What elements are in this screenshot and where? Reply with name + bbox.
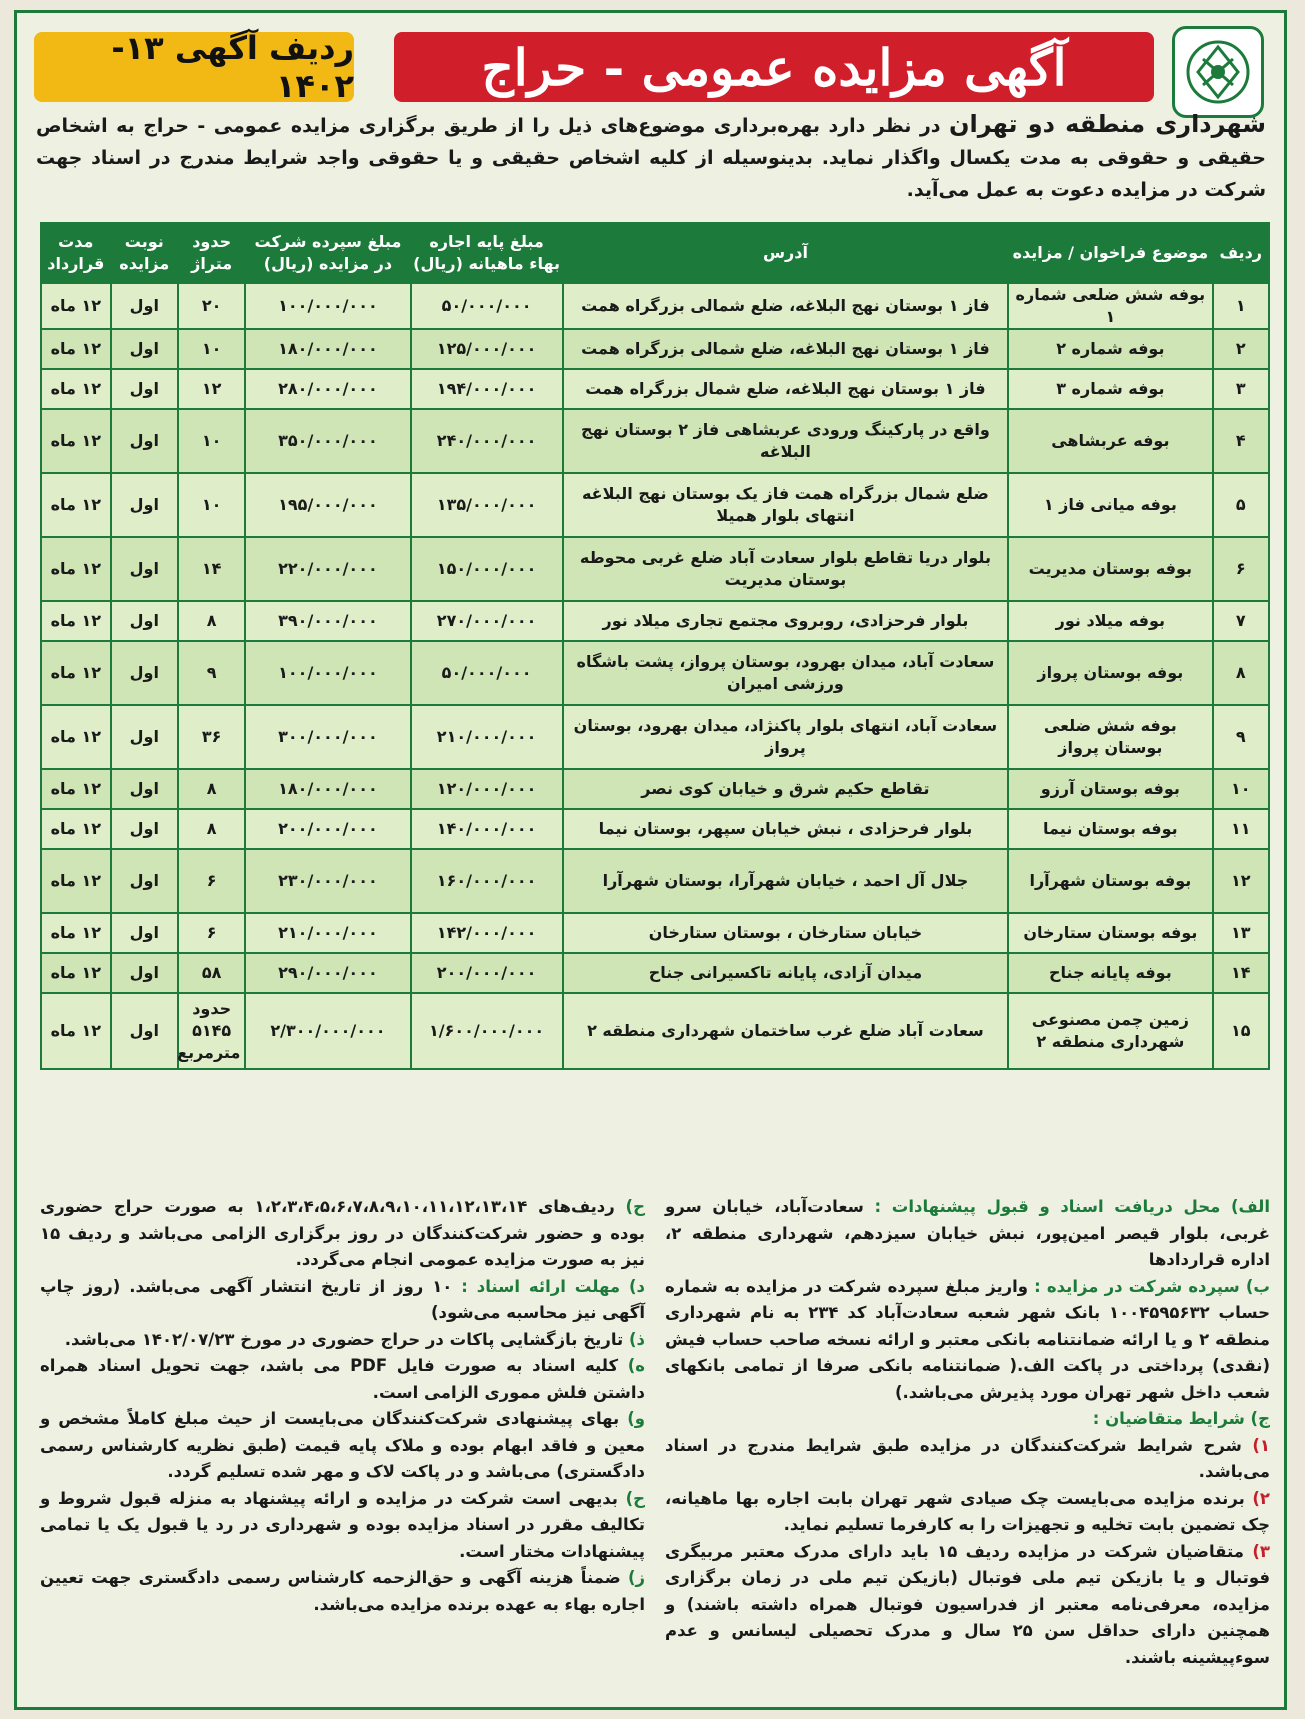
row-duration: ۱۲ ماه: [41, 705, 111, 769]
row-address: میدان آزادی، پایانه تاکسیرانی جناح: [563, 953, 1009, 993]
row-number: ۱۰: [1213, 769, 1270, 809]
row-address: واقع در پارکینگ ورودی عربشاهی فاز ۲ بوستان نهج البلاغه: [563, 409, 1009, 473]
row-deposit: ۲۳۰/۰۰۰/۰۰۰: [245, 849, 410, 913]
row-deposit: ۱۰۰/۰۰۰/۰۰۰: [245, 641, 410, 705]
header-row-number: ردیف: [1213, 223, 1270, 283]
row-area: ۸: [178, 769, 245, 809]
row-rent: ۱۵۰/۰۰۰/۰۰۰: [411, 537, 563, 601]
row-turn: اول: [111, 283, 178, 329]
clause-e-text: کلیه اسناد به صورت فایل PDF می باشد، جهت تحویل اسناد همراه داشتن فلش مموری الزامی است.: [40, 1356, 645, 1402]
row-area: ۶: [178, 913, 245, 953]
row-turn: اول: [111, 369, 178, 409]
row-rent: ۲۰۰/۰۰۰/۰۰۰: [411, 953, 563, 993]
row-address: خیابان ستارخان ، بوستان ستارخان: [563, 913, 1009, 953]
row-rent: ۵۰/۰۰۰/۰۰۰: [411, 283, 563, 329]
row-deposit: ۲۲۰/۰۰۰/۰۰۰: [245, 537, 410, 601]
tehran-municipality-logo-icon: [1172, 26, 1264, 118]
clause-h-text: ردیف‌های ۱،۲،۳،۴،۵،۶،۷،۸،۹،۱۰،۱۱،۱۲،۱۳،۱۴ به صورت حراج حضوری بوده و حضور شرکت‌کنندگان در روز برگزاری الزامی می‌باشد و ردیف ۱۵ نیز به صورت مزایده عمومی انجام می‌گردد.: [40, 1197, 645, 1269]
row-rent: ۱۳۵/۰۰۰/۰۰۰: [411, 473, 563, 537]
row-area: ۲۰: [178, 283, 245, 329]
row-area: ۵۸: [178, 953, 245, 993]
clause-h: [40, 1194, 645, 1274]
header-turn: نوبت مزایده: [111, 223, 178, 283]
intro-paragraph: [36, 108, 1266, 206]
row-number: ۱۴: [1213, 953, 1270, 993]
row-subject: بوفه بوستان ستارخان: [1008, 913, 1212, 953]
clause-c1-number: ۱): [1252, 1435, 1270, 1455]
row-area: حدود ۵۱۴۵ مترمربع: [178, 993, 245, 1069]
row-deposit: ۳۹۰/۰۰۰/۰۰۰: [245, 601, 410, 641]
row-subject: بوفه بوستان نیما: [1008, 809, 1212, 849]
clause-v-heading: و): [627, 1409, 646, 1428]
row-area: ۹: [178, 641, 245, 705]
row-duration: ۱۲ ماه: [41, 369, 111, 409]
table-row: [41, 641, 1269, 705]
row-turn: اول: [111, 769, 178, 809]
row-area: ۳۶: [178, 705, 245, 769]
row-subject: بوفه میلاد نور: [1008, 601, 1212, 641]
row-duration: ۱۲ ماه: [41, 849, 111, 913]
row-area: ۱۰: [178, 409, 245, 473]
row-rent: ۱۲۰/۰۰۰/۰۰۰: [411, 769, 563, 809]
clause-hh: [40, 1486, 645, 1566]
row-rent: ۱۹۴/۰۰۰/۰۰۰: [411, 369, 563, 409]
clause-c3-number: ۳): [1252, 1541, 1270, 1561]
header-subject: موضوع فراخوان / مزایده: [1008, 223, 1212, 283]
row-number: ۳: [1213, 369, 1270, 409]
row-subject: بوفه میانی فاز ۱: [1008, 473, 1212, 537]
table-row: [41, 993, 1269, 1069]
clause-c-item: [665, 1539, 1270, 1672]
row-duration: ۱۲ ماه: [41, 769, 111, 809]
clause-e-heading: ه): [627, 1356, 645, 1375]
row-deposit: ۱۰۰/۰۰۰/۰۰۰: [245, 283, 410, 329]
row-rent: ۱/۶۰۰/۰۰۰/۰۰۰: [411, 993, 563, 1069]
row-turn: اول: [111, 537, 178, 601]
clause-h-heading: ح): [625, 1197, 645, 1216]
row-rent: ۵۰/۰۰۰/۰۰۰: [411, 641, 563, 705]
clause-b-heading: ب) سپرده شرکت در مزایده :: [1034, 1276, 1270, 1296]
row-number: ۹: [1213, 705, 1270, 769]
clause-v-text: بهای پیشنهادی شرکت‌کنندگان می‌بایست از حیث مبلغ کاملاً مشخص و معین و فاقد ابهام بوده و ملاک پایه قیمت (طبق نظریه کارشناس رسمی دادگستری) می‌باشد و در پاکت لاک و مهر شده تسلیم گردد.: [40, 1409, 645, 1481]
table-row: [41, 849, 1269, 913]
row-deposit: ۱۸۰/۰۰۰/۰۰۰: [245, 769, 410, 809]
row-address: فاز ۱ بوستان نهج البلاغه، ضلع شمالی بزرگراه همت: [563, 283, 1009, 329]
row-number: ۱۵: [1213, 993, 1270, 1069]
row-deposit: ۲۰۰/۰۰۰/۰۰۰: [245, 809, 410, 849]
clause-b: [665, 1274, 1270, 1407]
table-row: [41, 705, 1269, 769]
row-subject: زمین چمن مصنوعی شهرداری منطقه ۲: [1008, 993, 1212, 1069]
row-turn: اول: [111, 913, 178, 953]
header: [34, 26, 1264, 108]
row-number: ۴: [1213, 409, 1270, 473]
clause-c2-text: برنده مزایده می‌بایست چک صیادی شهر تهران بابت اجاره بها ماهیانه، چک تضمین بابت تخلیه و تجهیزات را به کارفرما تسلیم نماید.: [665, 1488, 1270, 1534]
clause-c1-text: شرح شرایط شرکت‌کنندگان در مزایده طبق شرایط مندرج در اسناد می‌باشد.: [665, 1435, 1270, 1481]
row-rent: ۱۴۲/۰۰۰/۰۰۰: [411, 913, 563, 953]
row-duration: ۱۲ ماه: [41, 953, 111, 993]
row-number: ۲: [1213, 329, 1270, 369]
row-turn: اول: [111, 473, 178, 537]
row-rent: ۲۴۰/۰۰۰/۰۰۰: [411, 409, 563, 473]
clause-b-text: واریز مبلغ سپرده شرکت در مزایده به شماره حساب ۱۰۰۴۵۹۵۶۳۲ بانک شهر شعبه سعادت‌آباد کد ۲۳۴ به نام شهرداری منطقه ۲ و یا ارائه ضمانتنامه بانکی معتبر و ارائه نسخه صاحب حساب فیش (نقدی) پرداختی در پاکت الف.( ضمانتنامه بانکی صرفا از تمامی بانکهای شعب داخل شهر تهران مورد پذیرش می‌باشد.): [665, 1276, 1270, 1402]
row-subject: بوفه پایانه جناح: [1008, 953, 1212, 993]
row-address: تقاطع حکیم شرق و خیابان کوی نصر: [563, 769, 1009, 809]
row-address: بلوار فرحزادی ، نبش خیابان سپهر، بوستان نیما: [563, 809, 1009, 849]
row-subject: بوفه عربشاهی: [1008, 409, 1212, 473]
row-rent: ۱۴۰/۰۰۰/۰۰۰: [411, 809, 563, 849]
row-duration: ۱۲ ماه: [41, 993, 111, 1069]
row-number: ۸: [1213, 641, 1270, 705]
header-duration: مدت قرارداد: [41, 223, 111, 283]
row-deposit: ۳۰۰/۰۰۰/۰۰۰: [245, 705, 410, 769]
row-turn: اول: [111, 953, 178, 993]
clause-hh-heading: ح): [625, 1488, 646, 1508]
row-duration: ۱۲ ماه: [41, 283, 111, 329]
intro-text: در نظر دارد بهره‌برداری موضوع‌های ذیل را از طریق برگزاری مزایده عمومی - حراج به اشخاص حقیقی و حقوقی به مدت یکسال واگذار نماید. بدینوسیله از کلیه اشخاص حقیقی و یا حقوقی واجد شرایط مندرج در اسناد جهت شرکت در مزایده دعوت به عمل می‌آید.: [36, 115, 1266, 201]
row-turn: اول: [111, 809, 178, 849]
header-deposit: مبلغ سپرده شرکت در مزایده (ریال): [245, 223, 410, 283]
row-area: ۸: [178, 601, 245, 641]
clause-z: [40, 1565, 645, 1618]
row-deposit: ۲۹۰/۰۰۰/۰۰۰: [245, 953, 410, 993]
row-turn: اول: [111, 409, 178, 473]
row-address: بلوار فرحزادی، روبروی مجتمع تجاری میلاد نور: [563, 601, 1009, 641]
table-row: [41, 809, 1269, 849]
row-turn: اول: [111, 329, 178, 369]
clause-c2-number: ۲): [1252, 1488, 1270, 1508]
table-row: [41, 283, 1269, 329]
clause-e: [40, 1353, 645, 1406]
row-area: ۱۰: [178, 329, 245, 369]
row-turn: اول: [111, 705, 178, 769]
conditions-left-column: [40, 1194, 645, 1618]
row-subject: بوفه بوستان شهرآرا: [1008, 849, 1212, 913]
header-rent: مبلغ پایه اجاره بهاء ماهیانه (ریال): [411, 223, 563, 283]
clause-z-text: ضمناً هزینه آگهی و حق‌الزحمه کارشناس رسمی دادگستری جهت تعیین اجاره بهاء به عهده برنده مزایده می‌باشد.: [40, 1568, 645, 1614]
row-rent: ۱۶۰/۰۰۰/۰۰۰: [411, 849, 563, 913]
table-row: [41, 473, 1269, 537]
clause-dd: [40, 1327, 645, 1354]
row-address: فاز ۱ بوستان نهج البلاغه، ضلع شمالی بزرگراه همت: [563, 329, 1009, 369]
clause-v: [40, 1406, 645, 1486]
notice-reference: ردیف آگهی ۱۳- ۱۴۰۲: [34, 32, 354, 102]
row-subject: بوفه بوستان مدیریت: [1008, 537, 1212, 601]
table-row: [41, 409, 1269, 473]
conditions-right-column: [665, 1194, 1270, 1671]
clause-a-text: سعادت‌آباد، خیابان سرو غربی، بلوار قیصر امین‌پور، نبش خیابان سیزدهم، شهرداری منطقه ۲، اداره قراردادها: [665, 1197, 1270, 1269]
row-deposit: ۲۱۰/۰۰۰/۰۰۰: [245, 913, 410, 953]
row-duration: ۱۲ ماه: [41, 409, 111, 473]
table-row: [41, 537, 1269, 601]
row-duration: ۱۲ ماه: [41, 537, 111, 601]
row-subject: بوفه شش ضلعی شماره ۱: [1008, 283, 1212, 329]
clause-c-heading: ج) شرایط متقاضیان :: [1092, 1409, 1270, 1428]
row-subject: بوفه بوستان آرزو: [1008, 769, 1212, 809]
row-subject: بوفه شماره ۳: [1008, 369, 1212, 409]
clause-dd-heading: ذ): [628, 1329, 645, 1349]
row-duration: ۱۲ ماه: [41, 601, 111, 641]
row-subject: بوفه شماره ۲: [1008, 329, 1212, 369]
row-area: ۱۴: [178, 537, 245, 601]
table-row: [41, 369, 1269, 409]
header-area: حدود متراژ: [178, 223, 245, 283]
row-duration: ۱۲ ماه: [41, 641, 111, 705]
row-address: سعادت آباد ضلع غرب ساختمان شهرداری منطقه ۲: [563, 993, 1009, 1069]
table-row: [41, 769, 1269, 809]
clause-dd-text: تاریخ بازگشایی پاکات در حراج حضوری در مورخ ۱۴۰۲/۰۷/۲۳ می‌باشد.: [64, 1329, 624, 1349]
row-number: ۵: [1213, 473, 1270, 537]
row-number: ۱۲: [1213, 849, 1270, 913]
row-address: فاز ۱ بوستان نهج البلاغه، ضلع شمال بزرگراه همت: [563, 369, 1009, 409]
notice-title: آگهی مزایده عمومی - حراج: [394, 32, 1154, 102]
row-rent: ۲۷۰/۰۰۰/۰۰۰: [411, 601, 563, 641]
table-header-row: [41, 223, 1269, 283]
clause-c3-text: متقاضیان شرکت در مزایده ردیف ۱۵ باید دارای مدرک معتبر مربیگری فوتبال و یا بازیکن تیم ملی فوتبال (بازیکن تیم ملی در زمان برگزاری مزایده، معرفی‌نامه معتبر از فدراسیون فوتبال همراه داشته باشند) و همچنین دارای حداقل سن ۲۵ سال و مدرک تحصیلی لیسانس و عدم سوءپیشینه باشند.: [665, 1541, 1270, 1667]
clause-c: [665, 1406, 1270, 1433]
row-deposit: ۲/۳۰۰/۰۰۰/۰۰۰: [245, 993, 410, 1069]
clause-hh-text: بدیهی است شرکت در مزایده و ارائه پیشنهاد به منزله قبول شروط و تکالیف مقرر در اسناد مزایده بوده و شهرداری در رد یا قبول یک یا تمامی پیشنهادات مختار است.: [40, 1488, 645, 1561]
row-address: بلوار دریا تقاطع بلوار سعادت آباد ضلع غربی محوطه بوستان مدیریت: [563, 537, 1009, 601]
row-turn: اول: [111, 849, 178, 913]
row-turn: اول: [111, 993, 178, 1069]
row-number: ۷: [1213, 601, 1270, 641]
intro-lead: شهرداری منطقه دو تهران: [949, 110, 1267, 138]
row-turn: اول: [111, 641, 178, 705]
row-deposit: ۱۹۵/۰۰۰/۰۰۰: [245, 473, 410, 537]
row-deposit: ۳۵۰/۰۰۰/۰۰۰: [245, 409, 410, 473]
auction-table: [40, 222, 1270, 1070]
row-subject: بوفه بوستان پرواز: [1008, 641, 1212, 705]
clause-d: [40, 1274, 645, 1327]
clause-z-heading: ز): [627, 1568, 645, 1587]
row-address: جلال آل احمد ، خیابان شهرآرا، بوستان شهرآرا: [563, 849, 1009, 913]
row-duration: ۱۲ ماه: [41, 913, 111, 953]
table-row: [41, 913, 1269, 953]
clause-c-item: [665, 1433, 1270, 1486]
clause-a-heading: الف) محل دریافت اسناد و قبول پیشنهادات :: [874, 1197, 1270, 1216]
header-address: آدرس: [563, 223, 1009, 283]
conditions-section: [40, 1194, 1270, 1694]
row-deposit: ۲۸۰/۰۰۰/۰۰۰: [245, 369, 410, 409]
row-address: سعادت آباد، انتهای بلوار پاکنژاد، میدان بهرود، بوستان پرواز: [563, 705, 1009, 769]
row-area: ۸: [178, 809, 245, 849]
row-number: ۱۱: [1213, 809, 1270, 849]
row-area: ۱۰: [178, 473, 245, 537]
clause-d-text: ۱۰ روز از تاریخ انتشار آگهی می‌باشد. (روز چاپ آگهی نیز محاسبه می‌شود): [40, 1276, 645, 1322]
row-duration: ۱۲ ماه: [41, 809, 111, 849]
table-row: [41, 601, 1269, 641]
row-rent: ۲۱۰/۰۰۰/۰۰۰: [411, 705, 563, 769]
row-number: ۱: [1213, 283, 1270, 329]
row-number: ۶: [1213, 537, 1270, 601]
row-subject: بوفه شش ضلعی بوستان پرواز: [1008, 705, 1212, 769]
row-rent: ۱۲۵/۰۰۰/۰۰۰: [411, 329, 563, 369]
row-duration: ۱۲ ماه: [41, 329, 111, 369]
clause-a: [665, 1194, 1270, 1274]
row-deposit: ۱۸۰/۰۰۰/۰۰۰: [245, 329, 410, 369]
clause-d-heading: د) مهلت ارائه اسناد :: [461, 1276, 645, 1296]
row-number: ۱۳: [1213, 913, 1270, 953]
row-address: سعادت آباد، میدان بهرود، بوستان پرواز، پشت باشگاه ورزشی امیران: [563, 641, 1009, 705]
row-address: ضلع شمال بزرگراه همت فاز یک بوستان نهج البلاغه انتهای بلوار همیلا: [563, 473, 1009, 537]
clause-c-item: [665, 1486, 1270, 1539]
row-duration: ۱۲ ماه: [41, 473, 111, 537]
row-area: ۶: [178, 849, 245, 913]
table-row: [41, 329, 1269, 369]
row-turn: اول: [111, 601, 178, 641]
table-row: [41, 953, 1269, 993]
row-area: ۱۲: [178, 369, 245, 409]
